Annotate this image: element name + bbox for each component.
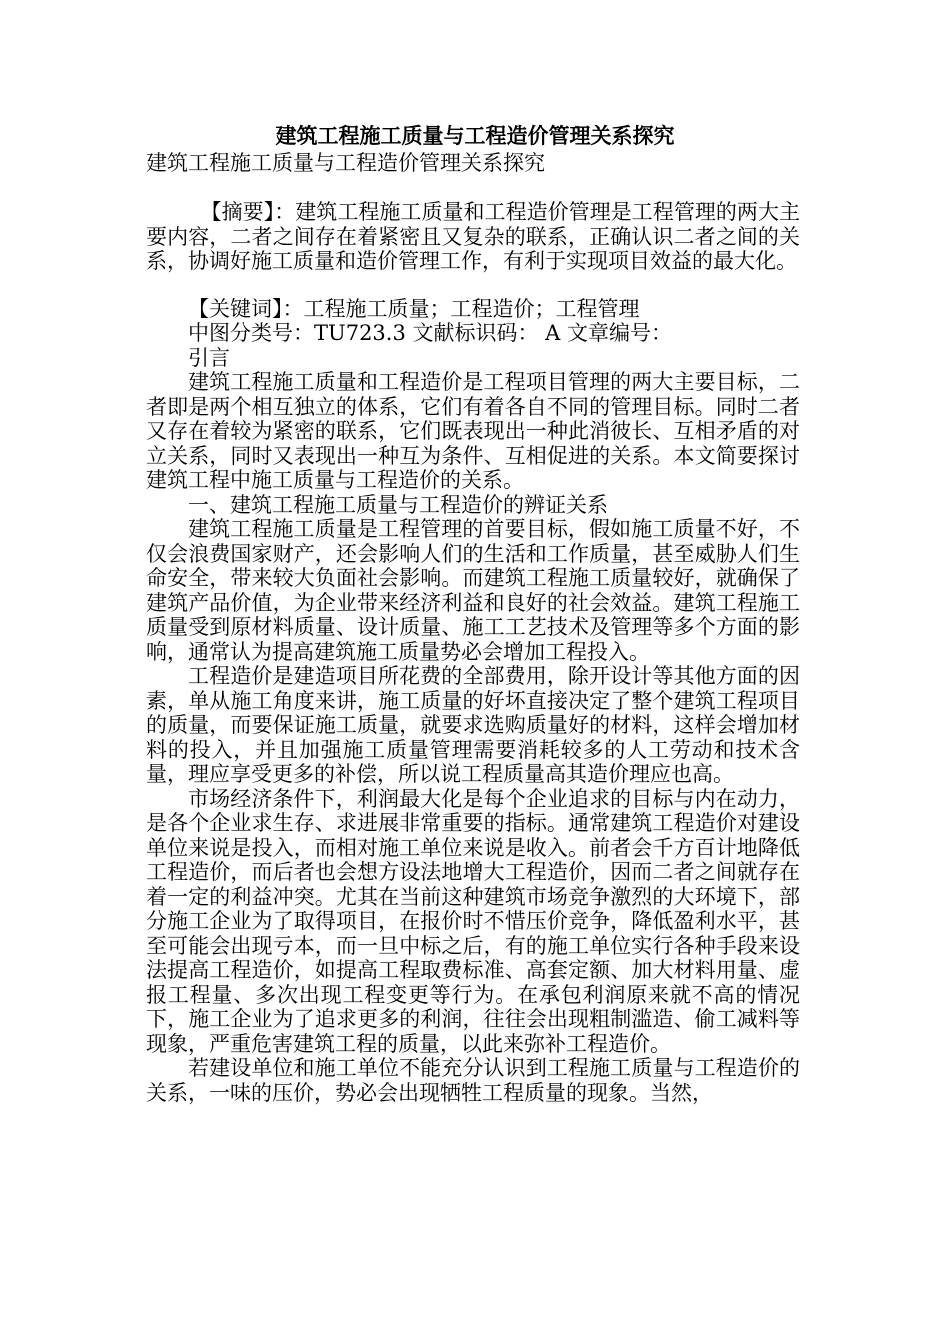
- body-paragraph: 建筑工程施工质量是工程管理的首要目标，假如施工质量不好，不仅会浪费国家财产，还会影响人们的生活和工作质量，甚至威胁人们生命安全，带来较大负面社会影响。而建筑工程施工质量较好，就确保了建筑产品价值，为企业带来经济利益和良好的社会效益。建筑工程施工质量受到原材料质量、设计质量、施工工艺技术及管理等多个方面的影响，通常认为提高建筑施工质量势必会增加工程投入。: [146, 517, 800, 664]
- paragraph-gap: [146, 274, 800, 297]
- intro-heading: 引言: [188, 345, 230, 370]
- body-paragraph: 工程造价是建造项目所花费的全部费用，除开设计等其他方面的因素，单从施工角度来讲，施工质量的好坏直接决定了整个建筑工程项目的质量，而要保证施工质量，就要求选购质量好的材料，这样会增加材料的投入，并且加强施工质量管理需要消耗较多的人工劳动和技术含量，理应享受更多的补偿，所以说工程质量高其造价理应也高。: [146, 664, 800, 786]
- document-title: 建筑工程施工质量与工程造价管理关系探究: [275, 124, 675, 148]
- abstract-paragraph: 【摘要】：建筑工程施工质量和工程造价管理是工程管理的两大主要内容，二者之间存在着紧密且又复杂的联系，正确认识二者之间的关系，协调好施工质量和造价管理工作，有利于实现项目效益的最大化。: [146, 200, 800, 273]
- keywords-line: 【关键词】：工程施工质量；工程造价；工程管理: [188, 296, 640, 321]
- body-paragraph: 若建设单位和施工单位不能充分认识到工程施工质量与工程造价的关系，一味的压价，势必会出现牺牲工程质量的现象。当然，: [146, 1056, 800, 1105]
- document-body: [146, 200, 800, 1105]
- body-paragraph: 市场经济条件下，利润最大化是每个企业追求的目标与内在动力，是各个企业求生存、求进展非常重要的指标。通常建筑工程造价对建设单位来说是投入，而相对施工单位来说是收入。前者会千方百计地降低工程造价，而后者也会想方设法地增大工程造价，因而二者之间就存在着一定的利益冲突。尤其在当前这种建筑市场竞争激烈的大环境下，部分施工企业为了取得项目，在报价时不惜压价竞争，降低盈利水平，甚至可能会出现亏本，而一旦中标之后，有的施工单位实行各种手段来设法提高工程造价，如提高工程取费标准、高套定额、加大材料用量、虚报工程量、多次出现工程变更等行为。在承包利润原来就不高的情况下，施工企业为了追求更多的利润，往往会出现粗制滥造、偷工减料等现象，严重危害建筑工程的质量，以此来弥补工程造价。: [146, 786, 800, 1056]
- document-subtitle: 建筑工程施工质量与工程造价管理关系探究: [146, 151, 545, 175]
- classification-line: 中图分类号：TU723.3 文献标识码： A 文章编号：: [188, 321, 673, 345]
- section-heading: 一、建筑工程施工质量与工程造价的辨证关系: [188, 492, 608, 517]
- body-paragraph: 建筑工程施工质量和工程造价是工程项目管理的两大主要目标，二者即是两个相互独立的体系，它们有着各自不同的管理目标。同时二者又存在着较为紧密的联系，它们既表现出一种此消彼长、互相矛盾的对立关系，同时又表现出一种互为条件、互相促进的关系。本文简要探讨建筑工程中施工质量与工程造价的关系。: [146, 370, 800, 492]
